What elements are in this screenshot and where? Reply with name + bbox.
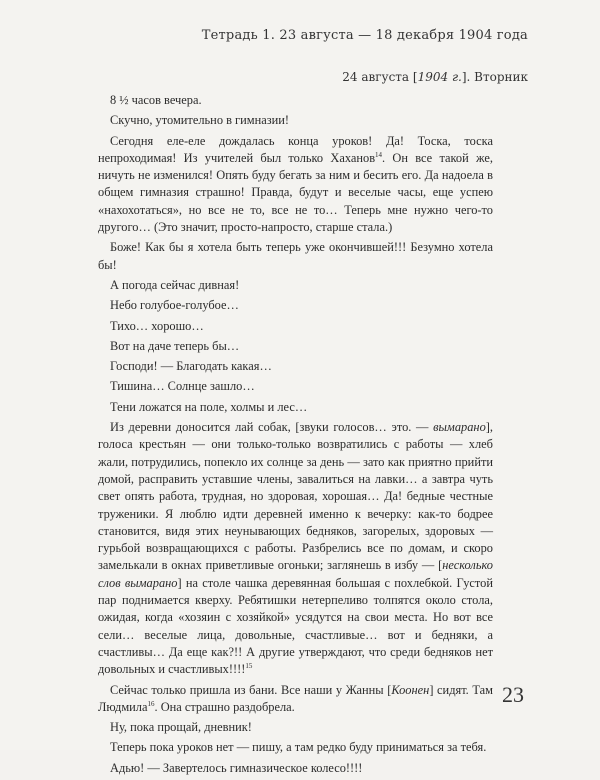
paragraph-time: 8 ½ часов вечера. [110,93,202,107]
paragraph-village-redacted2: несколько слов вымарано [98,558,493,590]
paragraph-bath-part1: Сейчас только пришла из бани. Все наши у Жанны [ [110,682,392,697]
paragraph-shadows: Тени ложатся на поле, холмы и лес… [110,399,308,414]
entry-date [342,70,528,84]
paragraph-village-part3: ] на столе чашка деревянная большая с похлебкой. Густой пар поднимается кверху. Ребятишки нетерпеливо толпятся около стола, ожидая, когда «хозяин с хозяйкой» усядутся на свои места. Но вот все сели… веселые лица, довольные, счастливые… вот и бедняки, а счастливы… Да еще как?!! А другие утверждают, что среди бедняков нет довольных и счастливых!!!! [98,575,493,677]
paragraph-village-part1: Из деревни доносится лай собак, [звуки голосов… это. — [110,420,434,435]
paragraph-wish: Боже! Как бы я хотела быть теперь уже окончившей!!! Безумно хотела бы! [98,240,493,272]
entry-date-year: 1904 г. [417,70,462,84]
page-number: 23 [502,682,524,707]
diary-text [98,92,493,780]
paragraph-bath-name: Коонен [391,682,430,697]
footnote-ref-15: 15 [245,662,253,671]
paragraph-adieu: Адью! — Завертелось гимназическое колесо!!!! [110,760,363,775]
paragraph-village-part2: ], голоса крестьян — они только-только возвратились с работы — хлеб жали, потрудились, попекло их солнце за день — зато как приятно прийти домой, расправить уставшие члены, завалиться на лавки… а завтра чуть свет опять работа, трудная, но здоровая, хорошая… Да! бедные честные труженики. Я люблю идти деревней именно к вечерку: как-то бодрее становится, видя этих неунывающих бедняков, загорелых, здоровых — гурьбой возвращающихся с работы. Разбрелись все по домам, и скоро замелькали в окнах приветливые огоньки; заглянешь в избу — [ [98,420,493,573]
paragraph-lessons [98,133,493,237]
paragraph-bath-part3: . Она страшно раздобрела. [154,699,295,714]
paragraph-lessons-part2: . Он все такой же, ничуть не изменился! Опять буду бегать за ним и бесить его. Да надоела в общем гимназия страшно! Правда, будут и веселые часы, еще успею «нахохотаться», но все не то, все не то… Теперь мне нужно чего-то другого… (Это значит, просто-напросто, старше стала.) [98,150,493,235]
paragraph-lord: Господи! — Благодать какая… [110,359,272,374]
entry-date-suffix: ]. Вторник [461,70,528,84]
paragraph-dacha: Вот на даче теперь бы… [110,338,240,353]
paragraph-bath [98,682,493,717]
paragraph-village [98,419,493,678]
paragraph-silence: Тишина… Солнце зашло… [110,379,255,394]
paragraph-quiet: Тихо… хорошо… [110,318,204,333]
paragraph-weather: А погода сейчас дивная! [110,277,240,292]
footnote-ref-14: 14 [375,150,383,159]
paragraph-sky: Небо голубое-голубое… [110,298,239,313]
paragraph-bath-part2: ] сидят. Там Людмила [98,682,493,714]
paragraph-school: Скучно, утомительно в гимназии! [110,113,290,128]
paragraph-farewell: Ну, пока прощай, дневник! [110,720,252,735]
paragraph-village-redacted1: вымарано [433,420,486,435]
paragraph-lessons-part1: Сегодня еле-еле дождалась конца уроков! Да! Тоска, тоска непроходимая! Из учителей был только Хаханов [98,133,493,165]
entry-date-prefix: 24 августа [ [342,70,418,84]
running-head: Тетрадь 1. 23 августа — 18 декабря 1904 года [201,28,528,43]
footnote-ref-16: 16 [147,699,155,708]
paragraph-write: Теперь пока уроков нет — пишу, а там редко буду приниматься за тебя. [110,740,487,755]
